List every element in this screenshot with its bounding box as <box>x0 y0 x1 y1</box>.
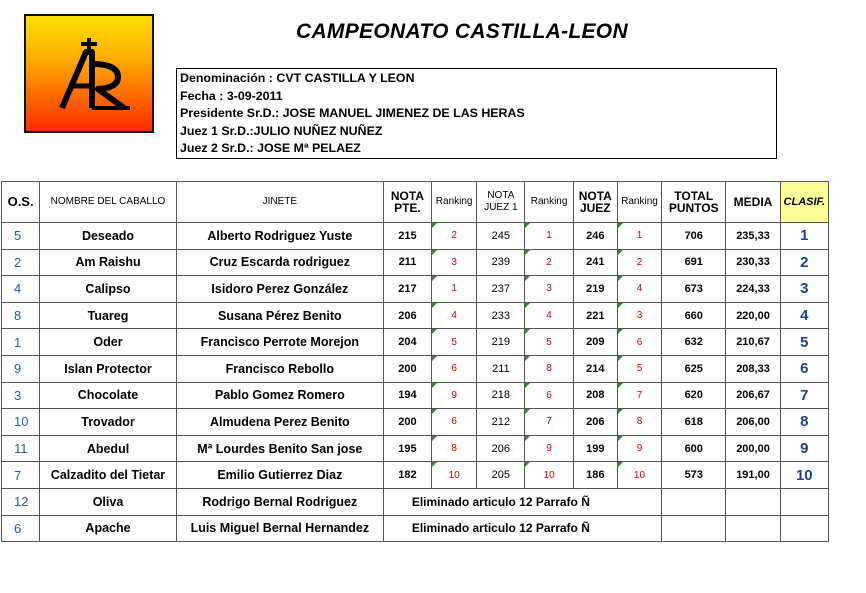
cell-nota-pte: 200 <box>383 355 431 382</box>
cell-nota-juez1: 239 <box>477 249 525 276</box>
cell-media: 230,33 <box>726 249 780 276</box>
cell-rider: Susana Pérez Benito <box>176 302 383 329</box>
cell-total: 618 <box>662 409 726 436</box>
cell-total: 673 <box>662 276 726 303</box>
cell-rider: Francisco Rebollo <box>176 355 383 382</box>
cell-ranking-2: 3 <box>525 276 573 303</box>
cell-os: 11 <box>2 435 40 462</box>
header-nota-juez: NOTA JUEZ <box>573 182 617 223</box>
table-row <box>2 462 829 489</box>
cell-ranking-2: 5 <box>525 329 573 356</box>
cell-media: 206,67 <box>726 382 780 409</box>
cell-rider: Alberto Rodriguez Yuste <box>176 223 383 250</box>
header-os: O.S. <box>2 182 40 223</box>
cell-nota-pte: 206 <box>383 302 431 329</box>
table-row <box>2 302 829 329</box>
cell-nota-juez: 199 <box>573 435 617 462</box>
cell-ranking-2: 7 <box>525 409 573 436</box>
page-title: CAMPEONATO CASTILLA-LEON <box>296 20 628 43</box>
cell-ranking-1: 1 <box>432 276 477 303</box>
cell-ranking-3: 4 <box>617 276 661 303</box>
cell-horse: Am Raishu <box>40 249 177 276</box>
cell-ranking-3: 2 <box>617 249 661 276</box>
cell-rider: Almudena Perez Benito <box>176 409 383 436</box>
cell-nota-juez: 246 <box>573 223 617 250</box>
cell-total: 600 <box>662 435 726 462</box>
cell-total <box>662 515 726 542</box>
info-presidente: Presidente Sr.D.: JOSE MANUEL JIMENEZ DE LAS HERAS <box>180 106 525 120</box>
cell-clasif: 8 <box>780 409 828 436</box>
cell-os: 4 <box>2 276 40 303</box>
cell-ranking-2: 8 <box>525 355 573 382</box>
cell-nota-pte: 194 <box>383 382 431 409</box>
cell-ranking-3: 5 <box>617 355 661 382</box>
cell-ranking-2: 2 <box>525 249 573 276</box>
cell-media: 235,33 <box>726 223 780 250</box>
header-ranking-3: Ranking <box>617 182 661 223</box>
cell-media: 210,67 <box>726 329 780 356</box>
cell-nota-juez: 219 <box>573 276 617 303</box>
cell-clasif: 10 <box>780 462 828 489</box>
cell-os: 6 <box>2 515 40 542</box>
cell-nota-pte: 200 <box>383 409 431 436</box>
header-media: MEDIA <box>726 182 780 223</box>
cell-nota-juez1: 212 <box>477 409 525 436</box>
cell-os: 9 <box>2 355 40 382</box>
cell-total: 660 <box>662 302 726 329</box>
cell-ranking-2: 1 <box>525 223 573 250</box>
cell-nota-pte: 204 <box>383 329 431 356</box>
cell-ranking-1: 6 <box>432 409 477 436</box>
cell-ranking-3: 3 <box>617 302 661 329</box>
cell-ranking-1: 10 <box>432 462 477 489</box>
cell-os: 12 <box>2 488 40 515</box>
cell-nota-pte: 182 <box>383 462 431 489</box>
cell-clasif: 9 <box>780 435 828 462</box>
info-juez1: Juez 1 Sr.D.:JULIO NUÑEZ NUÑEZ <box>180 123 383 138</box>
cell-nota-juez1: 245 <box>477 223 525 250</box>
cell-clasif <box>780 515 828 542</box>
cell-horse: Chocolate <box>40 382 177 409</box>
logo-emblem-icon <box>26 16 152 131</box>
cell-ranking-3: 8 <box>617 409 661 436</box>
cell-clasif: 4 <box>780 302 828 329</box>
cell-horse: Deseado <box>40 223 177 250</box>
cell-nota-juez1: 237 <box>477 276 525 303</box>
header-horse: NOMBRE DEL CABALLO <box>40 182 177 223</box>
cell-nota-juez1: 211 <box>477 355 525 382</box>
table-row <box>2 435 829 462</box>
cell-ranking-1: 5 <box>432 329 477 356</box>
cell-os: 10 <box>2 409 40 436</box>
header-total-puntos: TOTAL PUNTOS <box>662 182 726 223</box>
federation-logo <box>24 14 154 133</box>
cell-horse: Islan Protector <box>40 355 177 382</box>
cell-horse: Calipso <box>40 276 177 303</box>
header-ranking-2: Ranking <box>525 182 573 223</box>
cell-clasif: 7 <box>780 382 828 409</box>
table-row-eliminated <box>2 488 829 515</box>
cell-nota-juez: 241 <box>573 249 617 276</box>
cell-ranking-1: 3 <box>432 249 477 276</box>
cell-os: 2 <box>2 249 40 276</box>
cell-total: 691 <box>662 249 726 276</box>
table-row <box>2 329 829 356</box>
cell-total: 573 <box>662 462 726 489</box>
table-row <box>2 355 829 382</box>
event-info-box <box>176 68 777 159</box>
cell-rider: Cruz Escarda rodriguez <box>176 249 383 276</box>
cell-clasif: 3 <box>780 276 828 303</box>
cell-os: 3 <box>2 382 40 409</box>
cell-horse: Calzadito del Tietar <box>40 462 177 489</box>
cell-total: 706 <box>662 223 726 250</box>
cell-elimination-note: Eliminado articulo 12 Parrafo Ñ <box>383 515 661 542</box>
cell-ranking-3: 9 <box>617 435 661 462</box>
cell-nota-juez: 209 <box>573 329 617 356</box>
cell-ranking-1: 9 <box>432 382 477 409</box>
cell-rider: Luis Miguel Bernal Hernandez <box>176 515 383 542</box>
cell-ranking-2: 4 <box>525 302 573 329</box>
cell-nota-juez: 186 <box>573 462 617 489</box>
table-row <box>2 276 829 303</box>
cell-horse: Apache <box>40 515 177 542</box>
results-table <box>1 181 829 542</box>
cell-ranking-1: 8 <box>432 435 477 462</box>
cell-rider: Pablo Gomez Romero <box>176 382 383 409</box>
cell-os: 1 <box>2 329 40 356</box>
cell-clasif: 2 <box>780 249 828 276</box>
cell-nota-juez1: 219 <box>477 329 525 356</box>
cell-nota-pte: 217 <box>383 276 431 303</box>
cell-nota-juez: 208 <box>573 382 617 409</box>
info-denominacion: Denominación : CVT CASTILLA Y LEON <box>180 71 415 85</box>
cell-horse: Oliva <box>40 488 177 515</box>
cell-nota-pte: 195 <box>383 435 431 462</box>
table-row <box>2 382 829 409</box>
header-rider: JINETE <box>176 182 383 223</box>
header-clasif: CLASIF. <box>780 182 828 223</box>
cell-media: 200,00 <box>726 435 780 462</box>
info-fecha: Fecha : 3-09-2011 <box>180 88 283 103</box>
table-row <box>2 223 829 250</box>
cell-rider: Mª Lourdes Benito San jose <box>176 435 383 462</box>
cell-clasif <box>780 488 828 515</box>
cell-horse: Abedul <box>40 435 177 462</box>
cell-total: 632 <box>662 329 726 356</box>
cell-total <box>662 488 726 515</box>
cell-media: 208,33 <box>726 355 780 382</box>
cell-clasif: 5 <box>780 329 828 356</box>
cell-rider: Emilio Gutierrez Diaz <box>176 462 383 489</box>
cell-nota-juez1: 205 <box>477 462 525 489</box>
cell-nota-juez1: 233 <box>477 302 525 329</box>
cell-media: 220,00 <box>726 302 780 329</box>
cell-ranking-2: 9 <box>525 435 573 462</box>
cell-media: 191,00 <box>726 462 780 489</box>
cell-os: 7 <box>2 462 40 489</box>
cell-clasif: 1 <box>780 223 828 250</box>
cell-nota-juez: 206 <box>573 409 617 436</box>
cell-horse: Tuareg <box>40 302 177 329</box>
cell-rider: Francisco Perrote Morejon <box>176 329 383 356</box>
cell-horse: Trovador <box>40 409 177 436</box>
cell-os: 8 <box>2 302 40 329</box>
cell-ranking-3: 7 <box>617 382 661 409</box>
cell-media: 206,00 <box>726 409 780 436</box>
cell-ranking-3: 6 <box>617 329 661 356</box>
cell-horse: Oder <box>40 329 177 356</box>
cell-nota-juez: 214 <box>573 355 617 382</box>
table-row <box>2 249 829 276</box>
table-header-row <box>2 182 829 223</box>
cell-ranking-2: 6 <box>525 382 573 409</box>
cell-nota-pte: 211 <box>383 249 431 276</box>
cell-media: 224,33 <box>726 276 780 303</box>
cell-ranking-3: 10 <box>617 462 661 489</box>
table-row <box>2 409 829 436</box>
cell-nota-juez1: 206 <box>477 435 525 462</box>
cell-media <box>726 515 780 542</box>
cell-total: 620 <box>662 382 726 409</box>
header-nota-pte: NOTA PTE. <box>383 182 431 223</box>
cell-ranking-1: 6 <box>432 355 477 382</box>
table-row-eliminated <box>2 515 829 542</box>
cell-elimination-note: Eliminado articulo 12 Parrafo Ñ <box>383 488 661 515</box>
cell-ranking-1: 4 <box>432 302 477 329</box>
cell-nota-juez1: 218 <box>477 382 525 409</box>
cell-ranking-1: 2 <box>432 223 477 250</box>
header-nota-juez1: NOTA JUEZ 1 <box>477 182 525 223</box>
header-ranking-1: Ranking <box>432 182 477 223</box>
cell-total: 625 <box>662 355 726 382</box>
cell-rider: Rodrigo Bernal Rodriguez <box>176 488 383 515</box>
cell-nota-pte: 215 <box>383 223 431 250</box>
cell-rider: Isidoro Perez González <box>176 276 383 303</box>
cell-ranking-3: 1 <box>617 223 661 250</box>
cell-media <box>726 488 780 515</box>
cell-clasif: 6 <box>780 355 828 382</box>
cell-os: 5 <box>2 223 40 250</box>
cell-ranking-2: 10 <box>525 462 573 489</box>
cell-nota-juez: 221 <box>573 302 617 329</box>
info-juez2: Juez 2 Sr.D.: JOSE Mª PELAEZ <box>180 141 361 155</box>
